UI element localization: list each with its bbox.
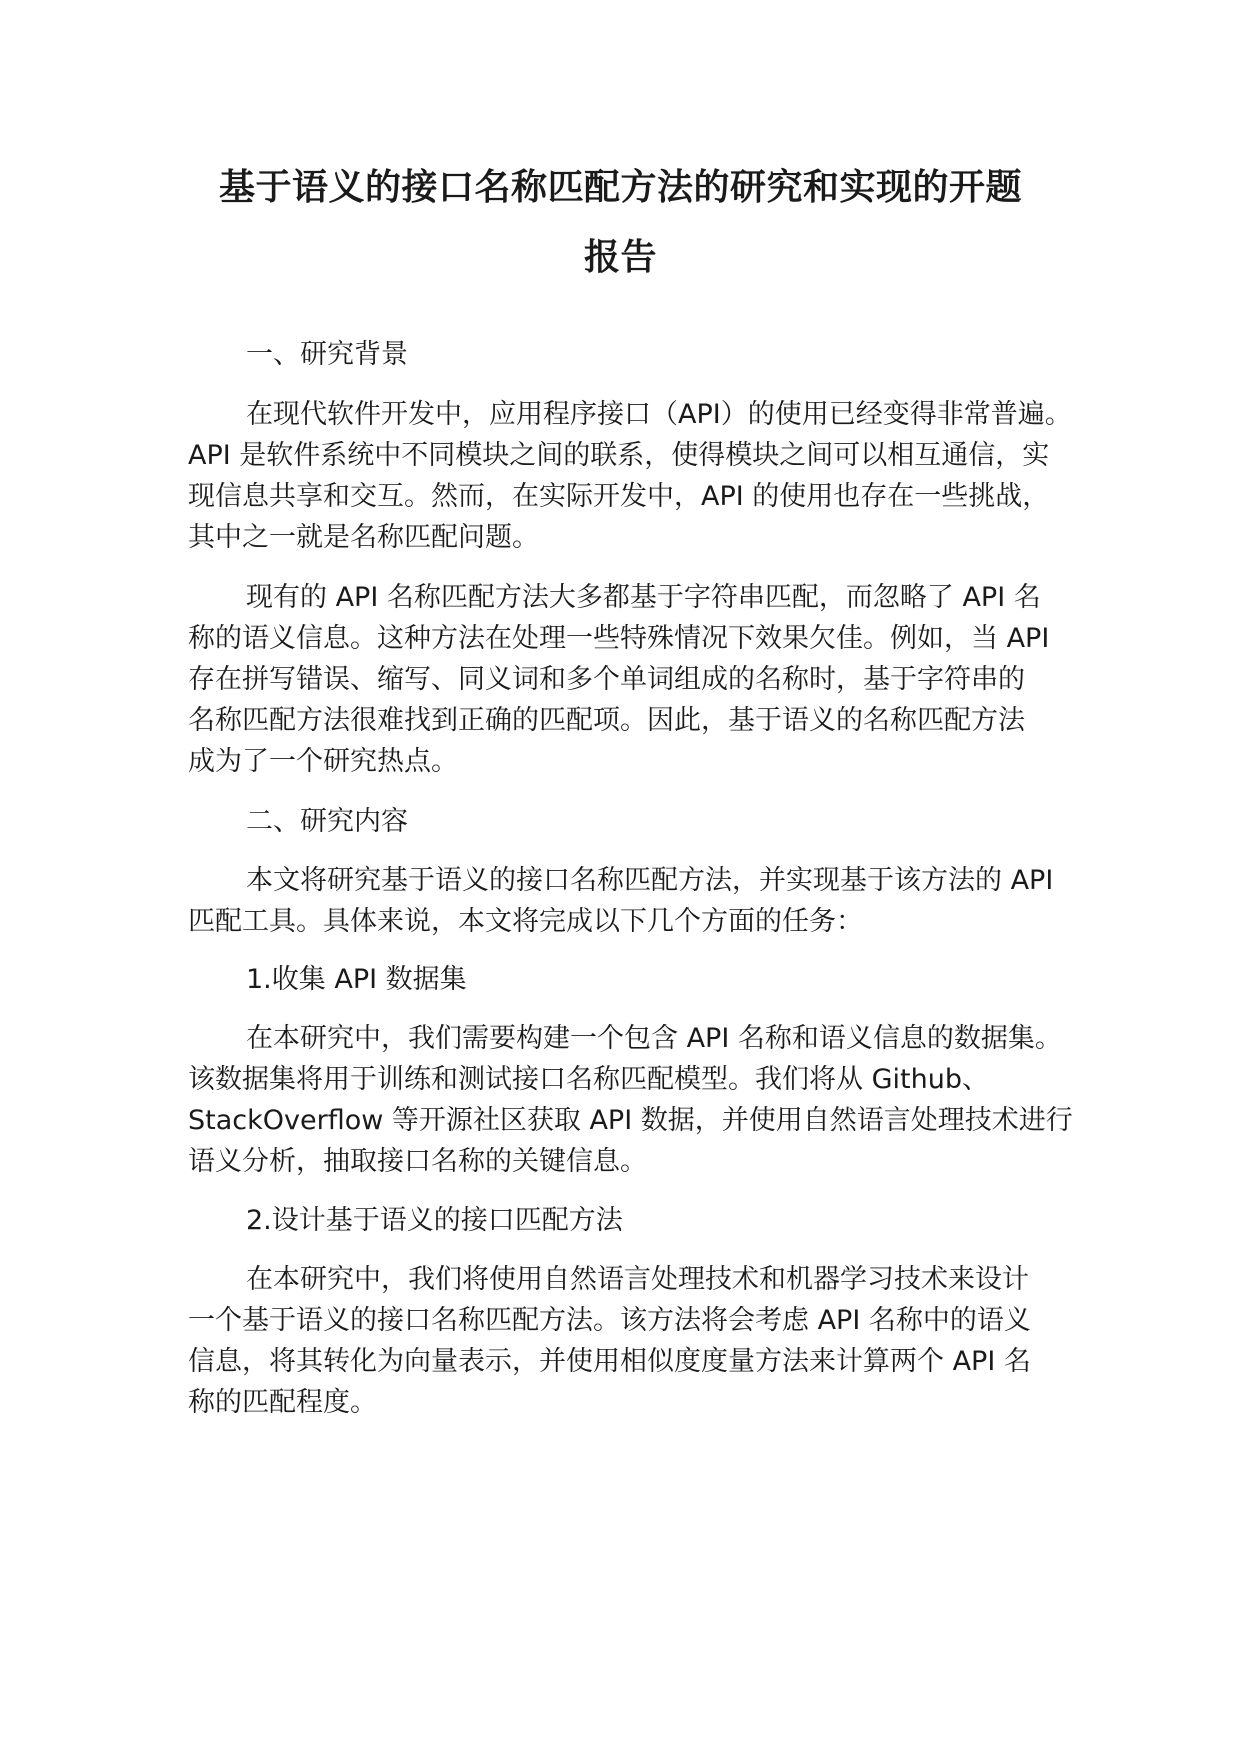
paragraph-line: 在本研究中，我们将使用自然语言处理技术和机器学习技术来设计 <box>246 1264 1029 1295</box>
paragraph-line: API 是软件系统中不同模块之间的联系，使得模块之间可以相互通信，实 <box>188 440 1050 471</box>
paragraph-line: 其中之一就是名称匹配问题。 <box>188 522 539 553</box>
list-item-heading-1: 1.收集 API 数据集 <box>246 964 467 995</box>
paragraph-line: 名称匹配方法很难找到正确的匹配项。因此，基于语义的名称匹配方法 <box>188 705 1025 736</box>
paragraph-line: 信息，将其转化为向量表示，并使用相似度度量方法来计算两个 API 名 <box>188 1346 1031 1377</box>
paragraph-line: 语义分析，抽取接口名称的关键信息。 <box>188 1146 647 1177</box>
paragraph-line: 一个基于语义的接口名称匹配方法。该方法将会考虑 API 名称中的语义 <box>188 1305 1031 1336</box>
document-title-line-1: 基于语义的接口名称匹配方法的研究和实现的开题 <box>218 167 1022 208</box>
paragraph-line: 匹配工具。具体来说，本文将完成以下几个方面的任务： <box>188 906 863 937</box>
section-heading-background: 一、研究背景 <box>246 339 408 370</box>
paragraph-line: 存在拼写错误、缩写、同义词和多个单词组成的名称时，基于字符串的 <box>188 664 1025 695</box>
paragraph-line: 现信息共享和交互。然而，在实际开发中，API 的使用也存在一些挑战， <box>188 481 1050 512</box>
section-heading-content: 二、研究内容 <box>246 806 408 837</box>
paragraph-line: 在本研究中，我们需要构建一个包含 API 名称和语义信息的数据集。 <box>246 1023 1062 1054</box>
paragraph-line: 称的匹配程度。 <box>188 1387 377 1418</box>
paragraph-line: 成为了一个研究热点。 <box>188 746 458 777</box>
document-title-line-2: 报告 <box>583 237 657 278</box>
paragraph-line: 该数据集将用于训练和测试接口名称匹配模型。我们将从 Github、 <box>188 1064 989 1095</box>
paragraph-line: 称的语义信息。这种方法在处理一些特殊情况下效果欠佳。例如，当 API <box>188 623 1050 654</box>
list-item-heading-2: 2.设计基于语义的接口匹配方法 <box>246 1205 623 1236</box>
paragraph-line: 现有的 API 名称匹配方法大多都基于字符串匹配，而忽略了 API 名 <box>246 582 1041 613</box>
paragraph-line: StackOverflow 等开源社区获取 API 数据，并使用自然语言处理技术进行 <box>188 1105 1073 1136</box>
paragraph-line: 本文将研究基于语义的接口名称匹配方法，并实现基于该方法的 API <box>246 865 1054 896</box>
paragraph-line: 在现代软件开发中，应用程序接口（API）的使用已经变得非常普遍。 <box>246 399 1072 430</box>
